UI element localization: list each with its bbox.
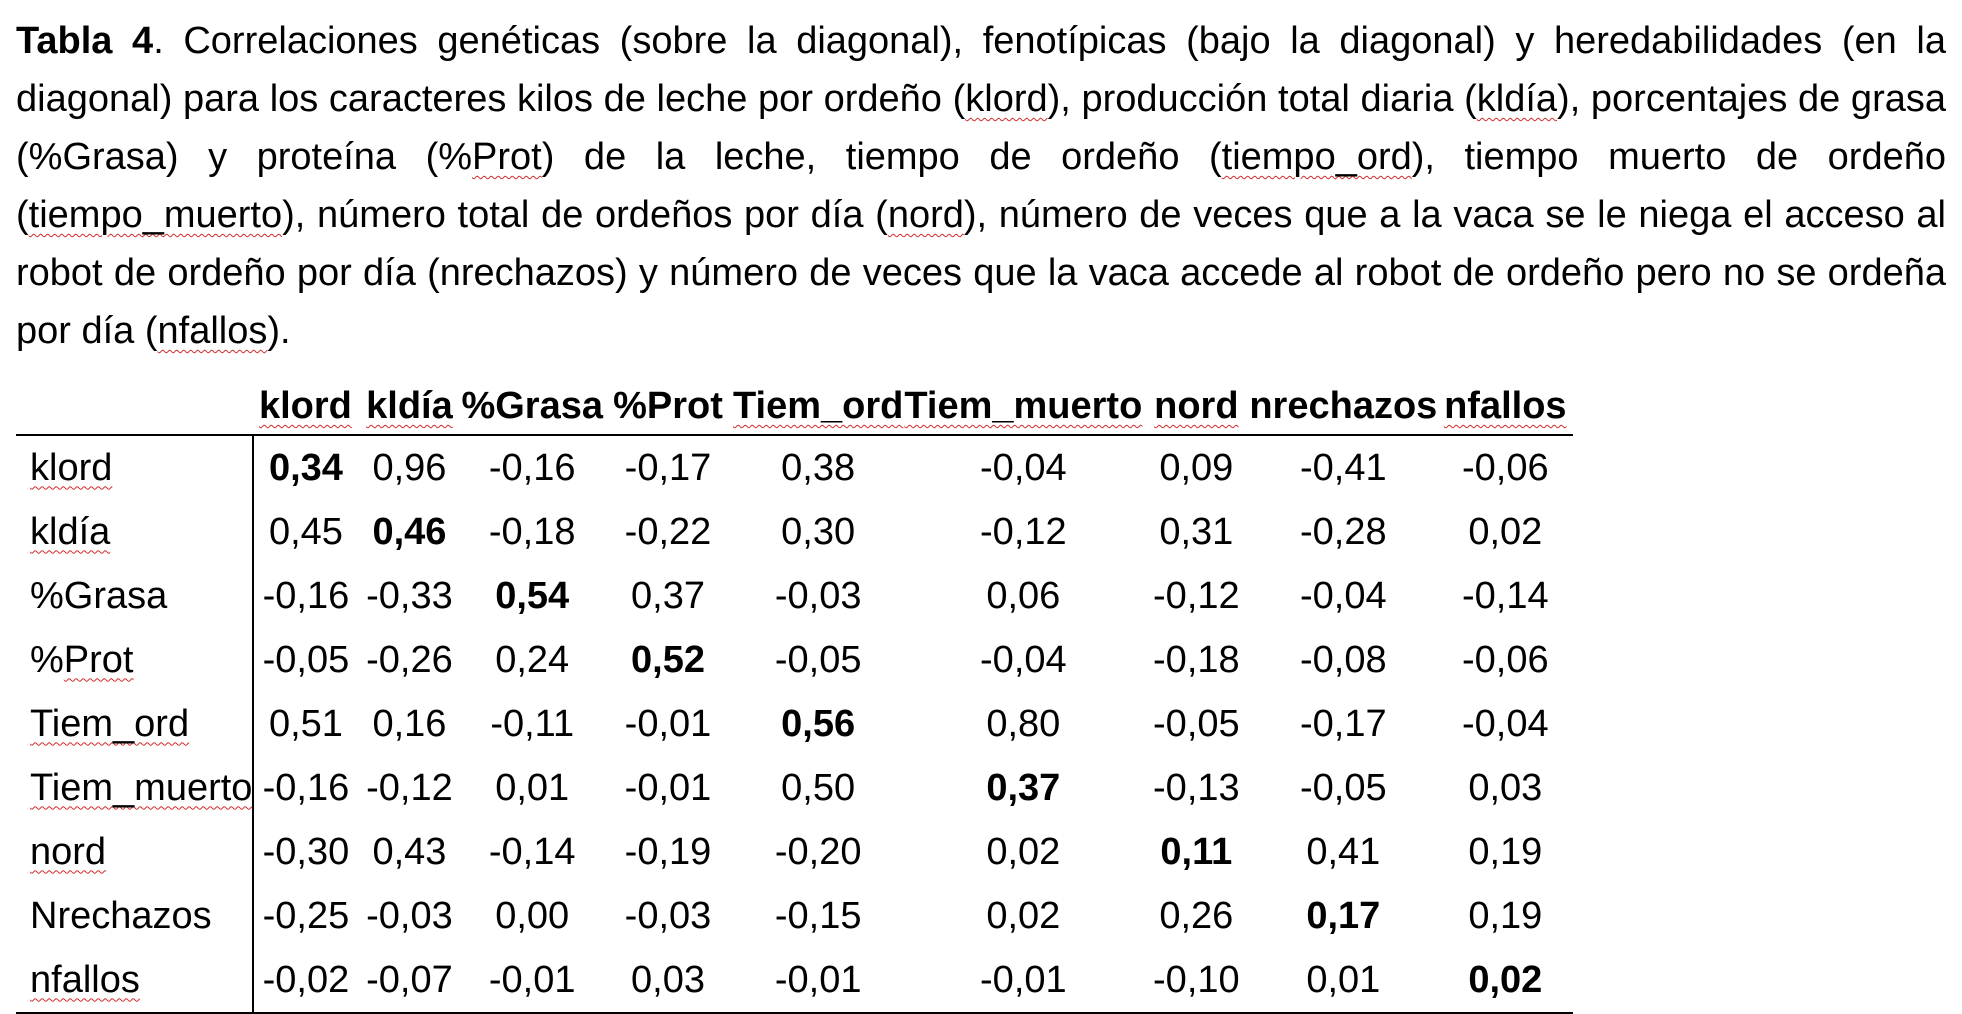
correlation-cell: -0,05 <box>1300 766 1387 809</box>
table-row <box>16 756 1573 820</box>
correlation-cell: -0,08 <box>1300 638 1387 681</box>
correlation-cell: -0,05 <box>1153 702 1240 745</box>
correlation-cell: -0,04 <box>903 435 1143 500</box>
row-label: nord <box>30 830 107 873</box>
heritability-cell: 0,46 <box>372 510 447 553</box>
correlation-cell: 0,19 <box>1468 894 1543 937</box>
correlation-cell: 0,38 <box>733 435 903 500</box>
heritability-cell: 0,17 <box>1306 894 1381 937</box>
correlation-cell: -0,05 <box>774 638 862 681</box>
caption-text: ), número de veces que a la vaca se le niega el acceso al robot de ordeño por día (nrechazos) y número de veces que la vaca accede al robot de ordeño pero no se ordeña por día ( <box>16 194 1947 352</box>
table-row <box>16 435 1573 500</box>
correlation-cell: -0,18 <box>1153 638 1240 681</box>
heritability-cell: 0,56 <box>781 702 856 745</box>
heritability-cell: 0,52 <box>631 638 705 681</box>
table-row <box>16 884 1573 948</box>
row-label: Nrechazos <box>30 894 212 937</box>
col-header-prot: %Prot <box>613 385 723 427</box>
correlation-cell: -0,12 <box>1153 574 1240 617</box>
correlation-cell: 0,00 <box>495 894 570 937</box>
caption-text: ). <box>267 310 291 352</box>
correlation-cell: -0,41 <box>1249 435 1437 500</box>
correlation-cell: -0,15 <box>774 894 862 937</box>
table-row <box>16 628 1573 692</box>
correlation-cell: -0,14 <box>1462 574 1549 617</box>
correlation-cell: -0,10 <box>1143 948 1249 1013</box>
caption-text: . Correlaciones genéticas (sobre la diagonal), fenotípicas (bajo la diagonal) y heredabilidades (en la diagonal) para los caracteres kilos de leche por ordeño ( <box>16 20 1947 120</box>
row-label: Tiem_ord <box>30 702 190 745</box>
correlation-cell: -0,01 <box>461 948 603 1013</box>
correlation-cell: -0,13 <box>1153 766 1240 809</box>
header-row <box>16 364 1573 435</box>
caption-text: ), producción total diaria ( <box>1047 78 1477 120</box>
table-row <box>16 500 1573 564</box>
caption-text: ), porcentajes de grasa (%Grasa) y proteína (% <box>16 78 1946 178</box>
correlation-cell: 0,06 <box>986 574 1061 617</box>
heritability-cell: 0,11 <box>1160 830 1233 873</box>
correlation-cell: -0,01 <box>733 948 903 1013</box>
correlation-cell: -0,19 <box>624 830 712 873</box>
correlation-cell: -0,04 <box>1300 574 1387 617</box>
correlation-cell: 0,24 <box>495 638 570 681</box>
correlation-cell: -0,03 <box>624 894 712 937</box>
correlation-cell: -0,28 <box>1300 510 1387 553</box>
correlation-cell: 0,02 <box>986 830 1061 873</box>
heritability-cell: 0,02 <box>1437 948 1573 1013</box>
correlation-cell: 0,50 <box>781 766 856 809</box>
correlation-cell: -0,20 <box>774 830 862 873</box>
col-header-nrechazos: nrechazos <box>1249 385 1438 427</box>
correlation-cell: -0,12 <box>366 766 453 809</box>
caption-term: tiempo_muerto <box>28 194 283 236</box>
correlation-cell: -0,18 <box>488 510 576 553</box>
correlation-table <box>16 364 1573 1014</box>
correlation-cell: -0,17 <box>603 435 733 500</box>
heritability-cell: 0,34 <box>253 435 357 500</box>
caption-text: ), número total de ordeños por día ( <box>282 194 888 236</box>
caption-term: tiempo_ord <box>1221 136 1412 178</box>
correlation-cell: -0,03 <box>366 894 453 937</box>
correlation-cell: -0,04 <box>980 638 1067 681</box>
heritability-cell: 0,37 <box>986 766 1061 809</box>
correlation-cell: -0,16 <box>461 435 603 500</box>
correlation-cell: -0,16 <box>253 756 357 820</box>
correlation-cell: -0,01 <box>903 948 1143 1013</box>
correlation-cell: 0,80 <box>986 702 1061 745</box>
row-label: %Prot <box>30 638 134 681</box>
correlation-cell: -0,01 <box>624 702 712 745</box>
correlation-cell: 0,30 <box>781 510 856 553</box>
table-row <box>16 948 1573 1013</box>
caption-text: ), tiempo muerto de ordeño ( <box>16 136 1946 236</box>
correlation-cell: -0,17 <box>1300 702 1387 745</box>
correlation-cell: 0,03 <box>1468 766 1543 809</box>
correlation-cell: -0,06 <box>1462 638 1549 681</box>
caption-text: ) de la leche, tiempo de ordeño ( <box>541 136 1222 178</box>
correlation-cell: -0,14 <box>488 830 576 873</box>
correlation-cell: 0,37 <box>631 574 705 617</box>
caption-term: nfallos <box>157 310 268 352</box>
correlation-cell: 0,31 <box>1159 510 1234 553</box>
row-label: %Grasa <box>30 574 168 617</box>
caption-term: klord <box>965 78 1048 120</box>
correlation-cell: -0,05 <box>253 628 357 692</box>
correlation-cell: -0,30 <box>253 820 357 884</box>
table-row <box>16 692 1573 756</box>
correlation-cell: -0,33 <box>366 574 453 617</box>
correlation-cell: -0,16 <box>253 564 357 628</box>
correlation-cell: 0,96 <box>357 435 461 500</box>
correlation-cell: 0,02 <box>1468 510 1543 553</box>
heritability-cell: 0,54 <box>495 574 570 617</box>
correlation-cell: -0,04 <box>1462 702 1549 745</box>
table-caption <box>16 12 1946 360</box>
col-header-klord: klord <box>258 385 352 427</box>
col-header-nfallos: nfallos <box>1444 385 1567 427</box>
correlation-cell: -0,01 <box>624 766 712 809</box>
correlation-cell: 0,51 <box>253 692 357 756</box>
col-header-grasa: %Grasa <box>461 385 603 427</box>
correlation-cell: -0,12 <box>980 510 1067 553</box>
col-header-tiem-ord: Tiem_ord <box>732 385 904 427</box>
col-header-tiem-muerto: Tiem_muerto <box>904 385 1143 427</box>
correlation-cell: 0,09 <box>1143 435 1249 500</box>
correlation-cell: -0,26 <box>366 638 453 681</box>
caption-term: kldía <box>1476 78 1558 120</box>
row-label: kldía <box>30 510 111 553</box>
correlation-cell: -0,07 <box>357 948 461 1013</box>
correlation-cell: 0,03 <box>603 948 733 1013</box>
correlation-cell: 0,19 <box>1468 830 1543 873</box>
table-caption-label: Tabla 4 <box>16 20 154 62</box>
table-row <box>16 564 1573 628</box>
correlation-cell: -0,02 <box>253 948 357 1013</box>
caption-term: Prot <box>472 136 542 178</box>
col-header-kldia: kldía <box>366 385 453 427</box>
correlation-cell: 0,41 <box>1306 830 1381 873</box>
correlation-cell: 0,02 <box>986 894 1061 937</box>
row-label: Tiem_muerto <box>30 766 253 809</box>
correlation-cell: 0,43 <box>372 830 447 873</box>
correlation-cell: -0,25 <box>253 884 357 948</box>
table-row <box>16 820 1573 884</box>
caption-term: nord <box>887 194 964 236</box>
correlation-cell: -0,22 <box>624 510 712 553</box>
correlation-cell: 0,16 <box>372 702 447 745</box>
correlation-cell: 0,45 <box>253 500 357 564</box>
row-label: klord <box>16 435 253 500</box>
corner-cell <box>16 364 253 435</box>
correlation-cell: -0,03 <box>774 574 862 617</box>
correlation-cell: 0,26 <box>1159 894 1234 937</box>
correlation-cell: 0,01 <box>495 766 570 809</box>
table-body <box>16 435 1573 1013</box>
col-header-nord: nord <box>1154 385 1239 427</box>
row-label: nfallos <box>16 948 253 1013</box>
correlation-cell: -0,11 <box>490 702 575 745</box>
correlation-cell: -0,06 <box>1437 435 1573 500</box>
correlation-cell: 0,01 <box>1249 948 1437 1013</box>
